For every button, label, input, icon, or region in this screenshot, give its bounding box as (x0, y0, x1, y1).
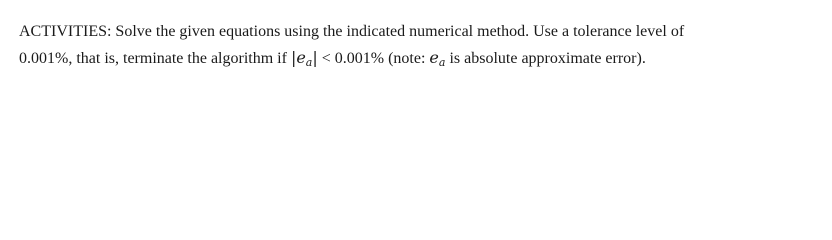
error-symbol: e (296, 48, 306, 67)
note-error-subscript: a (438, 56, 446, 69)
note-error-e: e (429, 48, 439, 67)
activities-line-2 (19, 45, 825, 72)
abs-bar-right: | (312, 48, 318, 67)
abs-error-expression (291, 48, 318, 67)
inequality-text: < 0.001% (note: (317, 50, 430, 67)
activities-line-1: ACTIVITIES: Solve the given equations using the indicated numerical method. Use a tolerance level of (19, 23, 685, 40)
abs-bar-left: | (290, 48, 297, 67)
note-error-symbol (429, 48, 445, 67)
tolerance-text: 0.001%, that is, terminate the algorithm if (19, 50, 291, 67)
note-text: is absolute approximate error). (445, 50, 646, 67)
error-subscript: a (305, 56, 313, 69)
activities-paragraph (19, 19, 825, 72)
